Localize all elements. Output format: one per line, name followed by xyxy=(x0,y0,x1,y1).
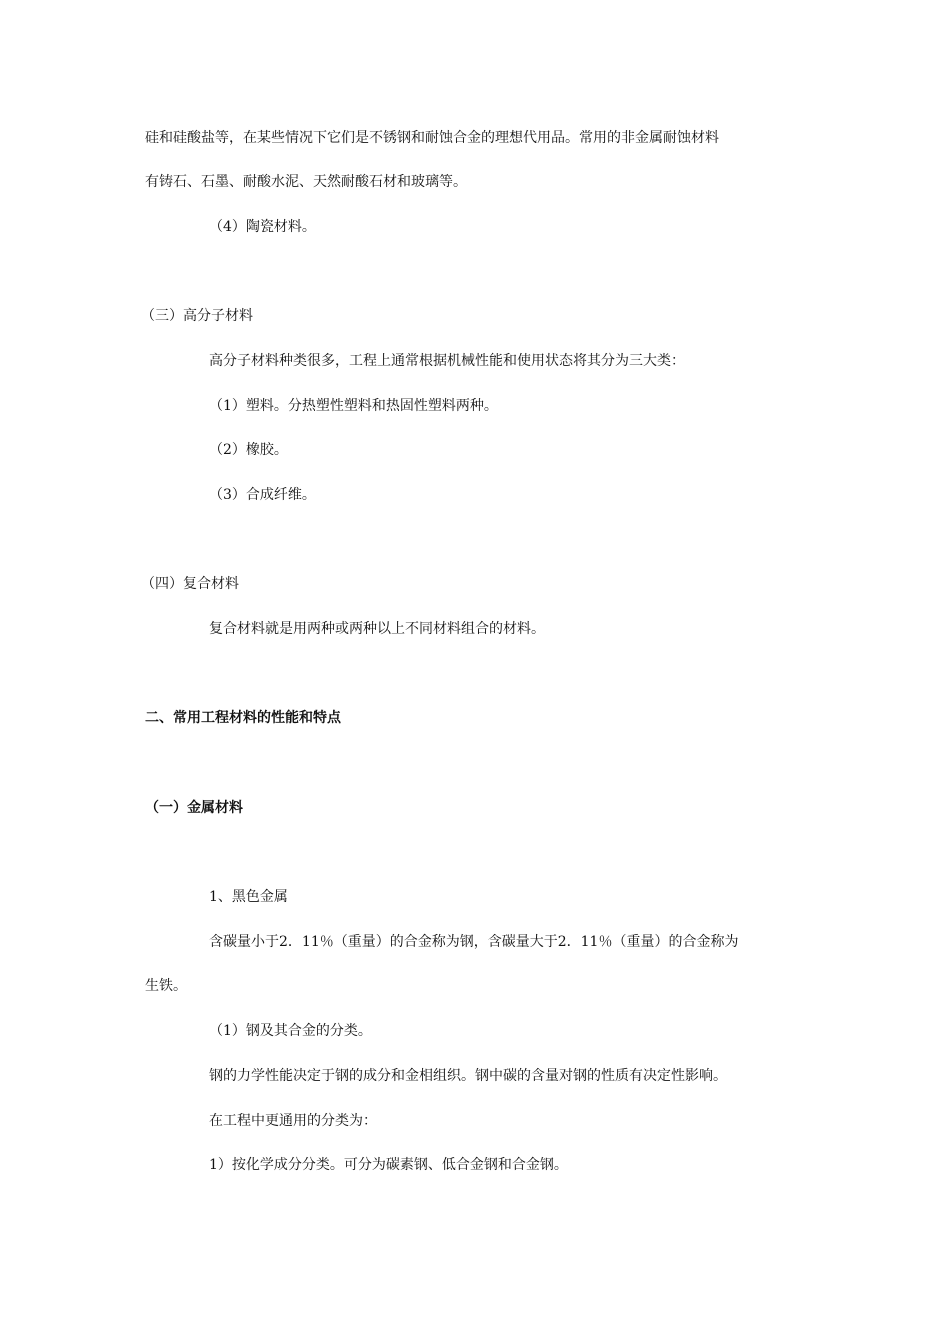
paragraph-line: 钢的力学性能决定于钢的成分和金相组织。钢中碳的含量对钢的性质有决定性影响。 xyxy=(209,1068,727,1084)
paragraph-line: 生铁。 xyxy=(145,978,187,994)
section-heading: （三）高分子材料 xyxy=(141,308,253,324)
list-item: 1）按化学成分分类。可分为碳素钢、低合金钢和合金钢。 xyxy=(209,1157,568,1173)
paragraph-line: 硅和硅酸盐等，在某些情况下它们是不锈钢和耐蚀合金的理想代用品。常用的非金属耐蚀材料 xyxy=(145,130,719,146)
paragraph-line: 高分子材料种类很多，工程上通常根据机械性能和使用状态将其分为三大类： xyxy=(209,353,685,369)
subsection-heading: 1、黑色金属 xyxy=(209,889,288,905)
section-heading: （一）金属材料 xyxy=(145,800,243,816)
paragraph-line: 有铸石、石墨、耐酸水泥、天然耐酸石材和玻璃等。 xyxy=(145,174,467,190)
list-item: （4）陶瓷材料。 xyxy=(209,219,316,235)
section-heading: （四）复合材料 xyxy=(141,576,239,592)
chapter-heading: 二、常用工程材料的性能和特点 xyxy=(145,710,341,726)
list-item: （2）橡胶。 xyxy=(209,442,288,458)
list-item: （1）钢及其合金的分类。 xyxy=(209,1023,372,1039)
paragraph-line: 在工程中更通用的分类为： xyxy=(209,1113,377,1129)
paragraph-line: 含碳量小于2．11％（重量）的合金称为钢，含碳量大于2．11％（重量）的合金称为 xyxy=(209,934,739,950)
paragraph-line: 复合材料就是用两种或两种以上不同材料组合的材料。 xyxy=(209,621,545,637)
list-item: （1）塑料。分热塑性塑料和热固性塑料两种。 xyxy=(209,398,498,414)
list-item: （3）合成纤维。 xyxy=(209,487,316,503)
